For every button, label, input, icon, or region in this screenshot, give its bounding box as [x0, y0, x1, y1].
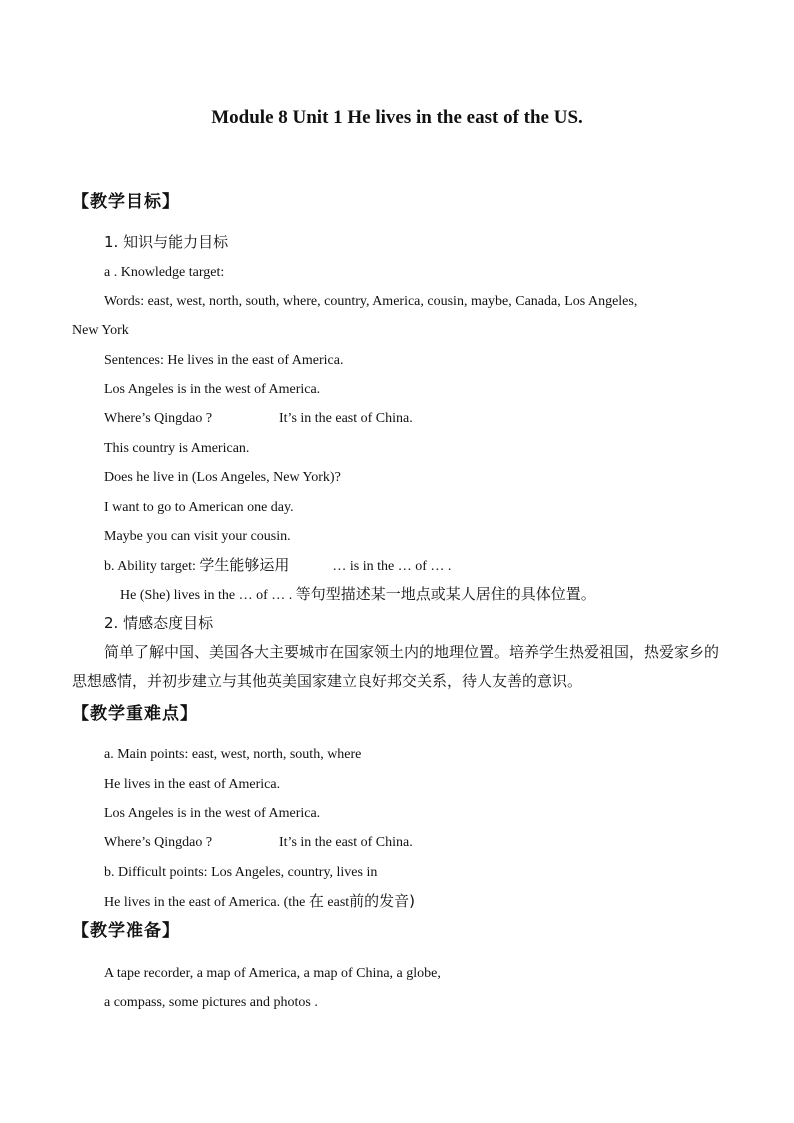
key-sentence-line: Los Angeles is in the west of America.: [104, 806, 321, 821]
pronunciation-sentence: He lives in the east of America. (the: [104, 895, 306, 910]
ability-target-label: b. Ability target:: [104, 559, 196, 574]
document-title: Module 8 Unit 1 He lives in the east of the US.: [211, 107, 583, 128]
objectives-heading: 【教学目标】: [72, 192, 180, 212]
sentence-line: Los Angeles is in the west of America.: [104, 382, 321, 397]
sentence-line: Sentences: He lives in the east of America.: [104, 353, 344, 368]
ability-description-cn: 等句型描述某一地点或某人居住的具体位置。: [295, 585, 596, 603]
main-points-line: a. Main points: east, west, north, south, where: [104, 747, 362, 762]
words-line-1: Words: east, west, north, south, where, country, America, cousin, maybe, Canada, Los Angeles,: [104, 294, 638, 309]
key-points-heading: 【教学重难点】: [72, 704, 198, 724]
ability-target-line: [104, 556, 451, 576]
preparation-line-2: a compass, some pictures and photos .: [104, 995, 318, 1010]
pronunciation-note-line: [104, 892, 415, 912]
ability-line-2: [120, 585, 596, 605]
preparation-heading: 【教学准备】: [72, 921, 180, 941]
pronunciation-word: east: [327, 895, 350, 910]
qingdao-answer: It’s in the east of China.: [279, 835, 413, 850]
qingdao-answer: It’s in the east of China.: [279, 411, 413, 426]
qingdao-question: Where’s Qingdao ?: [104, 835, 213, 850]
pronunciation-cn-1: 在: [308, 892, 324, 910]
emotion-attitude-item: 2. 情感态度目标: [104, 614, 214, 632]
sentence-line: I want to go to American one day.: [104, 500, 294, 515]
difficult-points-line: b. Difficult points: Los Angeles, country, lives in: [104, 865, 378, 880]
words-line-2: New York: [72, 323, 129, 338]
emotion-paragraph: 简单了解中国、美国各大主要城市在国家领土内的地理位置。培养学生热爱祖国，热爱家乡的思想感情，并初步建立与其他英美国家建立良好邦交关系，待人友善的意识。: [72, 643, 720, 690]
ability-pattern: … is in the … of … .: [332, 559, 452, 574]
ability-pattern-2: He (She) lives in the … of … .: [120, 588, 293, 603]
preparation-line-1: A tape recorder, a map of America, a map of China, a globe,: [104, 966, 441, 981]
knowledge-target-label: a . Knowledge target:: [104, 265, 225, 280]
ability-target-cn: 学生能够运用: [199, 556, 290, 574]
pronunciation-cn-2: 前的发音): [349, 892, 416, 910]
sentence-line: This country is American.: [104, 441, 250, 456]
qingdao-question: Where’s Qingdao ?: [104, 411, 213, 426]
key-sentence-line: He lives in the east of America.: [104, 777, 281, 792]
knowledge-ability-item: 1. 知识与能力目标: [104, 233, 229, 251]
sentence-line: Does he live in (Los Angeles, New York)?: [104, 470, 341, 485]
sentence-line: Maybe you can visit your cousin.: [104, 529, 291, 544]
